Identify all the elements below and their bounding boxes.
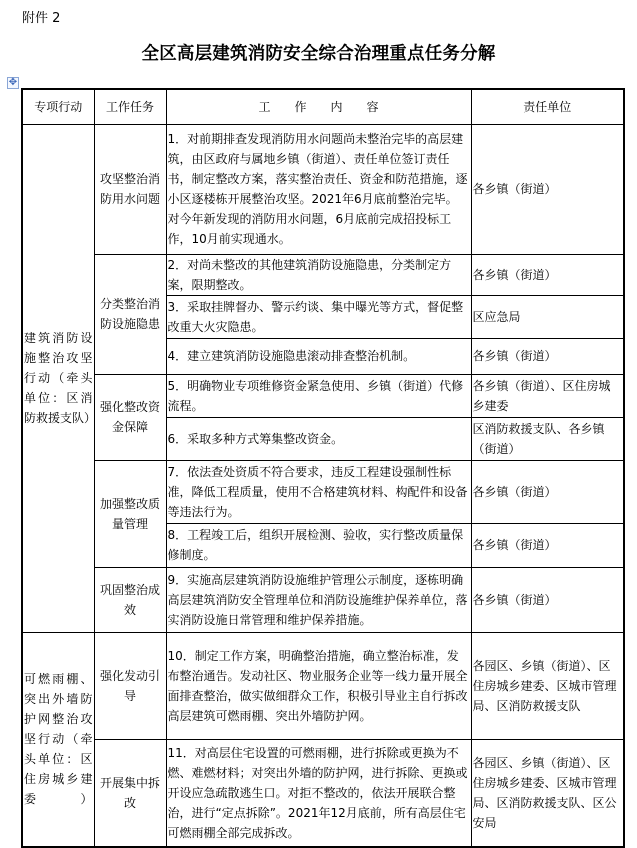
unit-cell: 各乡镇（街道） [471, 124, 624, 254]
table-row [22, 374, 624, 417]
header-task: 工作任务 [94, 89, 166, 124]
table-row [22, 124, 624, 254]
table-row [22, 254, 624, 295]
task-cell: 分类整治消防设施隐患 [94, 254, 166, 374]
content-cell: 6．采取多种方式筹集整改资金。 [166, 417, 471, 460]
document-title: 全区高层建筑消防安全综合治理重点任务分解 [141, 44, 496, 64]
content-cell: 11．对高层住宅设置的可燃雨棚，进行拆除或更换为不燃、难燃材料；对突出外墙的防护网，进行拆除、更换或开设应急疏散逃生口。对拒不整改的，依法开展联合整治，进行“定点拆除”。2021年12月底前，所有高层住宅可燃雨棚全部完成拆改。 [166, 739, 471, 847]
table-row [22, 567, 624, 632]
action-cell: 可燃雨棚、突出外墙防护网整治攻坚行动（牵头单位：区住房城乡建委） [22, 632, 94, 847]
table-row [22, 632, 624, 739]
table-header-row [22, 89, 624, 124]
action-cell: 建筑消防设施整治攻坚行动（牵头单位：区消防救援支队） [22, 124, 94, 632]
move-icon[interactable]: ✥ [8, 77, 18, 88]
unit-cell: 各乡镇（街道） [471, 567, 624, 632]
attachment-label: 附件 2 [22, 11, 61, 26]
content-cell: 1．对前期排查发现消防用水问题尚未整治完毕的高层建筑，由区政府与属地乡镇（街道）、责任单位签订责任书，制定整改方案，落实整治责任、资金和防范措施，逐小区逐楼栋开展整治攻坚。2021年6月底前整治完毕。对今年新发现的消防用水问题，6月底前完成招投标工作，10月前实现通水。 [166, 124, 471, 254]
table-row [22, 460, 624, 523]
unit-cell: 各乡镇（街道） [471, 338, 624, 374]
header-action: 专项行动 [22, 89, 94, 124]
table-row [22, 739, 624, 847]
content-cell: 10．制定工作方案，明确整治措施，确立整治标准，发布整治通告。发动社区、物业服务企业等一线力量开展全面排查整治，做实做细群众工作，积极引导业主自行拆改高层建筑可燃雨棚、突出外墙防护网。 [166, 632, 471, 739]
header-unit: 责任单位 [471, 89, 624, 124]
unit-cell: 各乡镇（街道） [471, 460, 624, 523]
content-cell: 4．建立建筑消防设施隐患滚动排查整治机制。 [166, 338, 471, 374]
task-breakdown-table [21, 88, 625, 848]
content-cell: 8．工程竣工后，组织开展检测、验收，实行整改质量保修制度。 [166, 523, 471, 567]
task-cell: 开展集中拆改 [94, 739, 166, 847]
unit-cell: 各乡镇（街道）、区住房城乡建委 [471, 374, 624, 417]
task-cell: 巩固整治成效 [94, 567, 166, 632]
task-cell: 加强整改质量管理 [94, 460, 166, 567]
header-content: 工 作 内 容 [166, 89, 471, 124]
content-cell: 3．采取挂牌督办、警示约谈、集中曝光等方式，督促整改重大火灾隐患。 [166, 295, 471, 338]
unit-cell: 各乡镇（街道） [471, 523, 624, 567]
unit-cell: 区消防救援支队、各乡镇（街道） [471, 417, 624, 460]
unit-cell: 各园区、乡镇（街道）、区住房城乡建委、区城市管理局、区消防救援支队、区公安局 [471, 739, 624, 847]
content-cell: 2．对尚未整改的其他建筑消防设施隐患，分类制定方案，限期整改。 [166, 254, 471, 295]
task-cell: 强化发动引导 [94, 632, 166, 739]
content-cell: 9．实施高层建筑消防设施维护管理公示制度，逐栋明确高层建筑消防安全管理单位和消防设施维护保养单位，落实消防设施日常管理和维护保养措施。 [166, 567, 471, 632]
unit-cell: 区应急局 [471, 295, 624, 338]
content-cell: 5．明确物业专项维修资金紧急使用、乡镇（街道）代修流程。 [166, 374, 471, 417]
unit-cell: 各乡镇（街道） [471, 254, 624, 295]
unit-cell: 各园区、乡镇（街道）、区住房城乡建委、区城市管理局、区消防救援支队 [471, 632, 624, 739]
content-cell: 7．依法查处资质不符合要求，违反工程建设强制性标准，降低工程质量，使用不合格建筑材料、构配件和设备等违法行为。 [166, 460, 471, 523]
task-cell: 攻坚整治消防用水问题 [94, 124, 166, 254]
task-cell: 强化整改资金保障 [94, 374, 166, 460]
